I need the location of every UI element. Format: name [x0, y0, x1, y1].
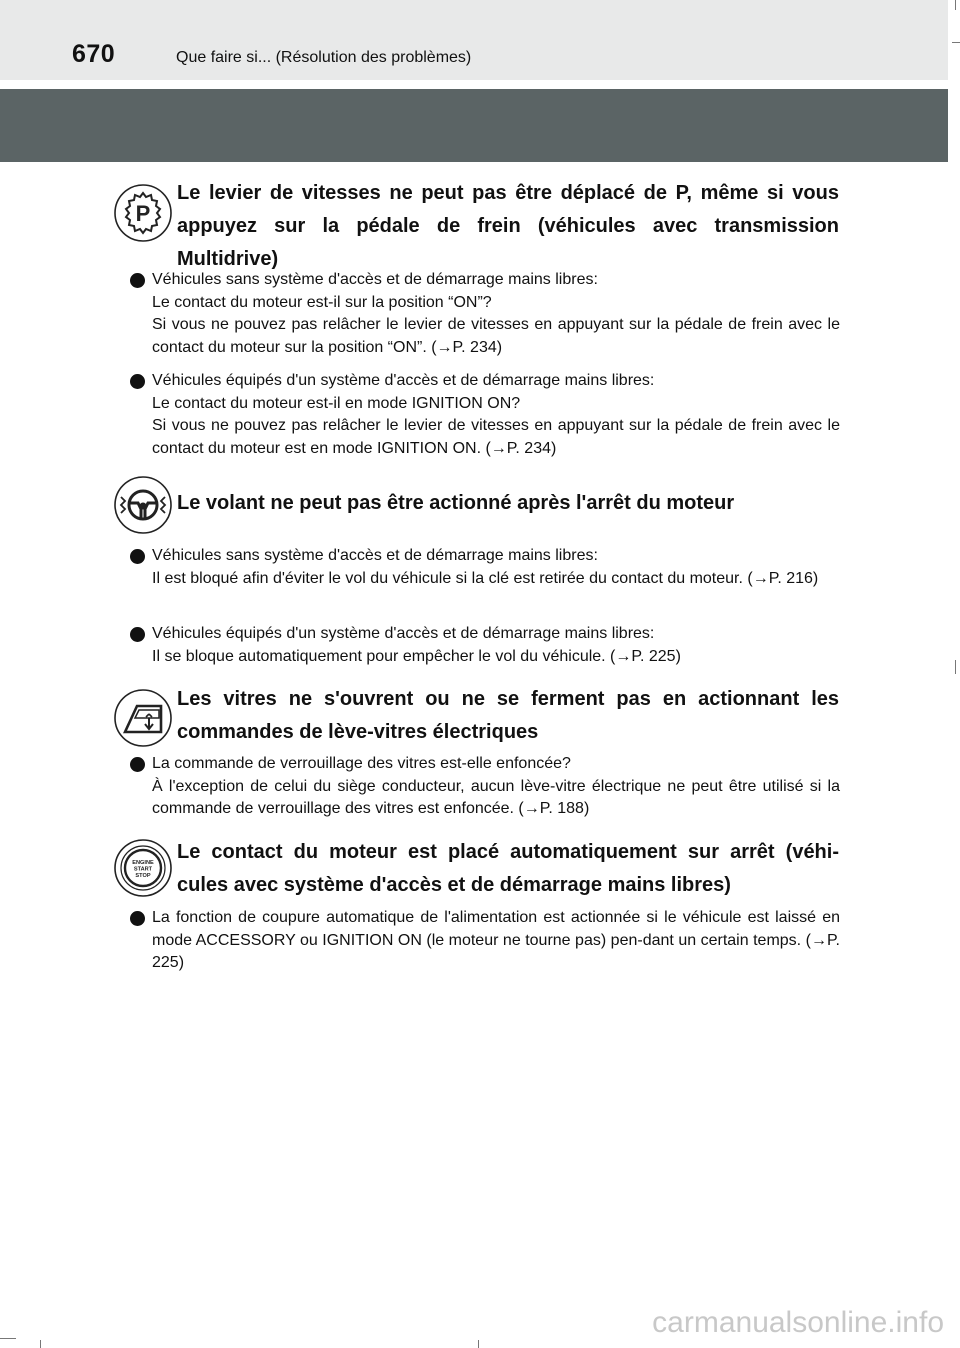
- bullet-line: Véhicules sans système d'accès et de démarrage mains libres:: [152, 547, 598, 564]
- bullet-line: Le contact du moteur est-il sur la position “ON”?: [152, 293, 492, 311]
- chapter-band: [0, 89, 948, 162]
- bullet-line: La commande de verrouillage des vitres est-elle enfoncée?: [152, 755, 571, 772]
- crop-mark: [955, 660, 956, 674]
- bullet-dot: [130, 374, 145, 389]
- bullet-line: À l'exception de celui du siège conducteur, aucun lève-vitre électrique ne peut être utilisé si la commande de verrouillage des vitres est enfoncée. (→P. 188): [152, 777, 840, 817]
- bullet-line: Si vous ne pouvez pas relâcher le levier de vitesses en appuyant sur la pédale de frein avec le contact du moteur sur la position “ON”. (→P. 234): [152, 316, 840, 356]
- bullet-line: Il se bloque automatiquement pour empêcher le vol du véhicule. (→P. 225): [152, 647, 681, 665]
- crop-mark: [955, 0, 956, 10]
- bullet-dot: [130, 549, 145, 564]
- icon-text: START: [133, 866, 153, 873]
- section-title: Le volant ne peut pas être actionné après l'arrêt du moteur: [177, 492, 735, 514]
- crop-mark: [0, 1338, 16, 1339]
- section-title: Les vitres ne s'ouvrent ou ne se ferment pas en actionnant les commandes de lève-vitres électriques: [177, 688, 839, 743]
- bullet-line: Véhicules équipés d'un système d'accès et de démarrage mains libres:: [152, 625, 655, 642]
- crop-mark: [478, 1340, 479, 1348]
- svg-text:P: P: [135, 201, 151, 226]
- bullet-line: Si vous ne pouvez pas relâcher le levier de vitesses en appuyant sur la pédale de frein avec le contact du moteur est en mode IGNITION ON. (→P. 234): [152, 417, 840, 457]
- running-header-title: Que faire si... (Résolution des problèmes): [176, 49, 472, 66]
- bullet-line: Le contact du moteur est-il en mode IGNITION ON?: [152, 394, 521, 412]
- bullet-line: Il est bloqué afin d'éviter le vol du véhicule si la clé est retirée du contact du moteur. (→P. 216): [152, 569, 819, 587]
- crop-mark: [952, 42, 960, 43]
- bullet-dot: [130, 627, 145, 642]
- watermark: carmanualsonline.info: [652, 1306, 944, 1339]
- engine-start-stop-icon: [113, 838, 173, 898]
- bullet-line: Véhicules sans système d'accès et de démarrage mains libres:: [152, 271, 598, 288]
- icon-text: ENGINE: [132, 860, 154, 866]
- bullet-line: La fonction de coupure automatique de l'alimentation est actionnée si le véhicule est laissé en mode ACCESSORY ou IGNITION ON (le moteur ne tourne pas) pen-dant un certain temps. (→P. 225): [152, 909, 840, 971]
- power-window-icon: [113, 688, 173, 748]
- page-number: 670: [72, 40, 116, 68]
- icon-text: STOP: [135, 873, 151, 879]
- section-title: Le contact du moteur est placé automatiquement sur arrêt (véhi-cules avec système d'accès et de démarrage mains libres): [177, 841, 839, 896]
- steering-lock-icon: [113, 475, 173, 535]
- bullet-dot: [130, 911, 145, 926]
- header-band: [0, 0, 948, 80]
- section-title: Le levier de vitesses ne peut pas être déplacé de P, même si vous appuyez sur la pédale de frein (véhicules avec transmission Multidrive): [177, 182, 839, 270]
- crop-mark: [40, 1340, 41, 1348]
- bullet-line: Véhicules équipés d'un système d'accès et de démarrage mains libres:: [152, 372, 655, 389]
- bullet-dot: [130, 757, 145, 772]
- bullet-dot: [130, 273, 145, 288]
- shift-lever-p-icon: [113, 183, 173, 243]
